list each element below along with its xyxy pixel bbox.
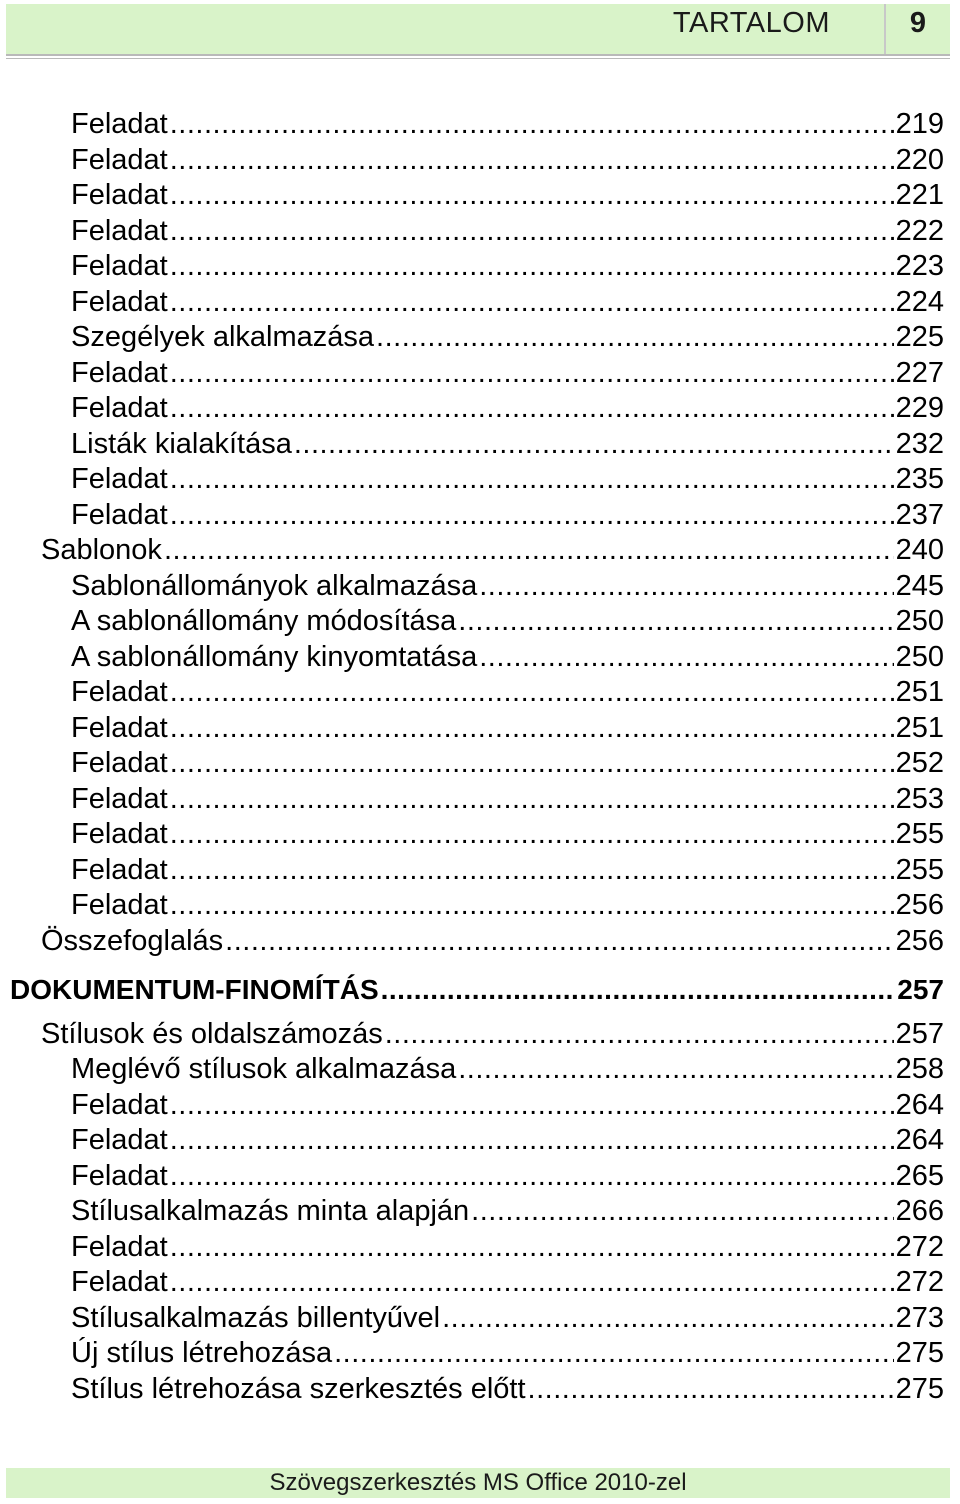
toc-entry-label: Feladat bbox=[71, 747, 168, 779]
toc-entry[interactable] bbox=[71, 390, 944, 426]
toc-entry[interactable] bbox=[71, 1193, 944, 1229]
toc-entry[interactable] bbox=[71, 1300, 944, 1336]
toc-entry-page: 253 bbox=[895, 782, 944, 815]
footer-text: Szövegszerkesztés MS Office 2010-zel bbox=[269, 1469, 687, 1496]
toc-entry-label: Szegélyek alkalmazása bbox=[71, 321, 375, 353]
toc-entry[interactable] bbox=[71, 674, 944, 710]
toc-entry[interactable] bbox=[71, 816, 944, 852]
toc-leader-dots bbox=[170, 816, 894, 852]
toc-entry[interactable] bbox=[71, 106, 944, 142]
toc-entry[interactable] bbox=[71, 1087, 944, 1123]
toc-entry[interactable] bbox=[71, 1051, 944, 1087]
toc-entry-label: Stílus létrehozása szerkesztés előtt bbox=[71, 1372, 526, 1405]
toc-entry-label: Meglévő stílusok alkalmazása bbox=[71, 1053, 457, 1085]
toc-leader-dots bbox=[170, 461, 894, 497]
toc-entry[interactable] bbox=[10, 972, 944, 1008]
toc-entry-label: Sablonok bbox=[41, 534, 162, 566]
toc-entry-page: 252 bbox=[895, 747, 944, 779]
toc-entry[interactable] bbox=[71, 852, 944, 888]
toc-entry-label: Stílusalkalmazás billentyűvel bbox=[71, 1301, 441, 1334]
toc-entry-label: Feladat bbox=[71, 782, 168, 815]
toc-entry-page: 240 bbox=[895, 534, 944, 566]
toc-entry[interactable] bbox=[71, 745, 944, 781]
toc-entry-label: Sablonállományok alkalmazása bbox=[71, 569, 478, 602]
toc-entry-label: Feladat bbox=[71, 711, 168, 744]
toc-entry-label: Feladat bbox=[71, 1124, 168, 1156]
toc-entry[interactable] bbox=[71, 639, 944, 675]
toc-leader-dots bbox=[170, 1158, 894, 1194]
toc-entry-page: 222 bbox=[895, 214, 944, 247]
toc-leader-dots bbox=[170, 887, 894, 923]
toc-entry[interactable] bbox=[71, 1371, 944, 1407]
toc-leader-dots bbox=[170, 355, 894, 391]
toc-leader-dots bbox=[164, 532, 894, 568]
header-title: TARTALOM bbox=[672, 7, 830, 39]
toc-entry[interactable] bbox=[71, 1158, 944, 1194]
toc-leader-dots bbox=[170, 710, 894, 746]
toc-leader-dots bbox=[225, 923, 893, 959]
toc-entry-page: 265 bbox=[895, 1159, 944, 1192]
toc-leader-dots bbox=[170, 497, 894, 533]
toc-entry-page: 255 bbox=[895, 853, 944, 886]
toc-entry-page: 250 bbox=[895, 640, 944, 673]
toc-leader-dots bbox=[170, 674, 894, 710]
toc-entry-label: Feladat bbox=[71, 179, 168, 211]
toc-entry-label: Feladat bbox=[71, 250, 168, 282]
toc-entry-label: Feladat bbox=[71, 108, 168, 140]
toc-entry[interactable] bbox=[71, 1335, 944, 1371]
toc-entry-page: 257 bbox=[897, 974, 944, 1005]
page-header bbox=[6, 4, 950, 54]
toc-entry-page: 251 bbox=[895, 676, 944, 708]
toc-leader-dots bbox=[334, 1335, 893, 1371]
toc-leader-dots bbox=[471, 1193, 893, 1229]
toc-entry-label: Feladat bbox=[71, 1266, 168, 1298]
toc-entry[interactable] bbox=[71, 781, 944, 817]
header-rule-thin bbox=[6, 58, 950, 59]
toc-entry-page: 229 bbox=[895, 392, 944, 424]
toc-entry-label: A sablonállomány módosítása bbox=[71, 605, 457, 637]
toc-entry[interactable] bbox=[71, 177, 944, 213]
toc-entry-page: 250 bbox=[895, 605, 944, 637]
toc-entry[interactable] bbox=[71, 568, 944, 604]
toc-entry[interactable] bbox=[71, 248, 944, 284]
toc-entry[interactable] bbox=[41, 923, 944, 959]
toc-entry-page: 251 bbox=[895, 711, 944, 744]
toc-leader-dots bbox=[528, 1371, 894, 1407]
toc-entry-label: Feladat bbox=[71, 853, 168, 886]
toc-leader-dots bbox=[385, 1016, 894, 1052]
toc-leader-dots bbox=[170, 1264, 894, 1300]
toc-entry-page: 264 bbox=[895, 1124, 944, 1156]
toc-entry-label: Feladat bbox=[71, 392, 168, 424]
toc-entry[interactable] bbox=[71, 284, 944, 320]
toc-entry[interactable] bbox=[71, 603, 944, 639]
toc-entry-label: Listák kialakítása bbox=[71, 427, 292, 460]
toc-entry-page: 237 bbox=[895, 498, 944, 531]
toc-entry-label: DOKUMENTUM-FINOMÍTÁS bbox=[10, 974, 379, 1005]
toc-leader-dots bbox=[170, 1122, 894, 1158]
toc-leader-dots bbox=[170, 745, 894, 781]
toc-entry-page: 272 bbox=[895, 1266, 944, 1298]
toc-leader-dots bbox=[170, 1229, 894, 1265]
toc-entry-page: 266 bbox=[895, 1195, 944, 1227]
toc-entry-page: 273 bbox=[895, 1301, 944, 1334]
toc-entry-page: 255 bbox=[895, 818, 944, 850]
toc-entry[interactable] bbox=[71, 426, 944, 462]
toc-leader-dots bbox=[458, 603, 893, 639]
header-rule bbox=[6, 54, 950, 56]
toc-entry-page: 245 bbox=[895, 569, 944, 602]
toc-leader-dots bbox=[381, 972, 896, 1008]
toc-entry[interactable] bbox=[41, 1016, 944, 1052]
toc-leader-dots bbox=[170, 1087, 894, 1123]
toc-entry[interactable] bbox=[71, 887, 944, 923]
toc-entry-label: Stílusok és oldalszámozás bbox=[41, 1017, 383, 1050]
toc-leader-dots bbox=[170, 390, 894, 426]
toc-entry-page: 256 bbox=[895, 924, 944, 957]
toc-entry-label: Feladat bbox=[71, 1159, 168, 1192]
toc-entry-page: 232 bbox=[895, 427, 944, 460]
toc-entry[interactable] bbox=[71, 497, 944, 533]
toc-entry-label: Feladat bbox=[71, 1088, 168, 1121]
toc-leader-dots bbox=[170, 781, 894, 817]
toc-entry-page: 225 bbox=[895, 321, 944, 353]
toc-entry-page: 224 bbox=[895, 285, 944, 318]
toc-leader-dots bbox=[479, 568, 893, 604]
toc-leader-dots bbox=[294, 426, 894, 462]
toc-leader-dots bbox=[170, 284, 894, 320]
toc-entry-page: 256 bbox=[895, 889, 944, 921]
toc-entry-page: 272 bbox=[895, 1230, 944, 1263]
toc-leader-dots bbox=[479, 639, 893, 675]
toc-entry-label: Feladat bbox=[71, 676, 168, 708]
toc-leader-dots bbox=[458, 1051, 893, 1087]
toc-entry-label: A sablonállomány kinyomtatása bbox=[71, 640, 478, 673]
toc-leader-dots bbox=[170, 852, 894, 888]
toc-entry-page: 223 bbox=[895, 250, 944, 282]
toc-entry[interactable] bbox=[41, 532, 944, 568]
toc-entry[interactable] bbox=[71, 461, 944, 497]
toc-entry-page: 258 bbox=[895, 1053, 944, 1085]
toc-entry-label: Összefoglalás bbox=[41, 924, 224, 957]
toc-entry-label: Feladat bbox=[71, 889, 168, 921]
toc-entry-page: 257 bbox=[895, 1017, 944, 1050]
toc-leader-dots bbox=[170, 213, 894, 249]
toc-entry-label: Új stílus létrehozása bbox=[71, 1337, 333, 1369]
toc-entry-label: Feladat bbox=[71, 498, 168, 531]
header-page-number: 9 bbox=[909, 7, 927, 39]
toc-entry-label: Feladat bbox=[71, 356, 168, 389]
toc-leader-dots bbox=[170, 142, 894, 178]
toc-entry-page: 221 bbox=[895, 179, 944, 211]
toc-entry[interactable] bbox=[71, 213, 944, 249]
toc-entry-label: Feladat bbox=[71, 143, 168, 176]
toc-leader-dots bbox=[170, 248, 894, 284]
toc-entry-page: 227 bbox=[895, 356, 944, 389]
toc-entry-label: Feladat bbox=[71, 818, 168, 850]
toc-leader-dots bbox=[376, 319, 894, 355]
toc-entry-label: Feladat bbox=[71, 463, 168, 495]
toc-leader-dots bbox=[442, 1300, 893, 1336]
toc-leader-dots bbox=[170, 106, 894, 142]
toc-entry[interactable] bbox=[71, 1264, 944, 1300]
toc-entry-page: 264 bbox=[895, 1088, 944, 1121]
toc-entry-page: 275 bbox=[895, 1337, 944, 1369]
toc-entry[interactable] bbox=[71, 355, 944, 391]
toc-entry[interactable] bbox=[71, 142, 944, 178]
toc-entry-page: 275 bbox=[895, 1372, 944, 1405]
page-footer bbox=[6, 1468, 950, 1498]
toc-entry[interactable] bbox=[71, 1122, 944, 1158]
toc-entry-label: Feladat bbox=[71, 285, 168, 318]
toc-entry-page: 219 bbox=[895, 108, 944, 140]
toc-entry-label: Stílusalkalmazás minta alapján bbox=[71, 1195, 470, 1227]
toc-entry[interactable] bbox=[71, 1229, 944, 1265]
toc-entry-label: Feladat bbox=[71, 1230, 168, 1263]
toc-entry-page: 220 bbox=[895, 143, 944, 176]
toc-entry[interactable] bbox=[71, 710, 944, 746]
toc-entry[interactable] bbox=[71, 319, 944, 355]
toc-entry-page: 235 bbox=[895, 463, 944, 495]
toc-entry-label: Feladat bbox=[71, 214, 168, 247]
toc-leader-dots bbox=[170, 177, 894, 213]
